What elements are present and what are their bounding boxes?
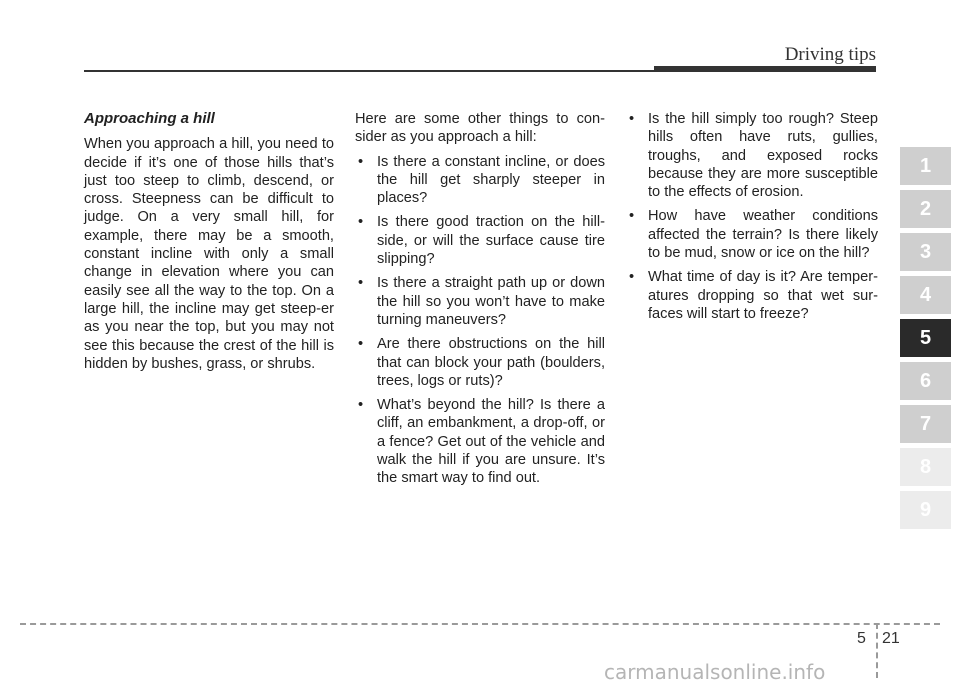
chapter-tabs xyxy=(900,147,951,534)
bullet-list xyxy=(626,110,878,323)
bullet-item: • Is the hill simply too rough? Steep hills often have ruts, gullies, troughs, and exposed rocks because they are more susceptible to the effects of erosion. xyxy=(626,110,878,201)
footer-rule xyxy=(20,623,940,625)
chapter-tab-2[interactable]: 2 xyxy=(900,190,951,228)
body-paragraph: When you approach a hill, you need to decide if it’s one of those hills that’s just too steep to climb, descend, or cross. Steepness can be difficult to judge. On a very small hill, for example, there may be a smooth, constant incline with only a small change in elevation where you can easily see all the way to the top. On a large hill, the incline may get steep-er as you near the top, but you may not see this because the crest of the hill is hidden by bushes, grass, or shrubs. xyxy=(84,136,334,372)
bullet-item: • What time of day is it? Are temper-atures dropping so that wet sur-faces will start to freeze? xyxy=(626,268,878,323)
chapter-tab-1[interactable]: 1 xyxy=(900,147,951,185)
header-rule xyxy=(84,70,654,72)
chapter-tab-7[interactable]: 7 xyxy=(900,405,951,443)
bullet-item: • How have weather conditions affected the terrain? Is there likely to be mud, snow or ice on the hill? xyxy=(626,207,878,262)
watermark: carmanualsonline.info xyxy=(604,660,826,684)
column-2 xyxy=(355,110,605,494)
chapter-tab-3[interactable]: 3 xyxy=(900,233,951,271)
bullet-item: • What’s beyond the hill? Is there a cliff, an embankment, a drop-off, or a fence? Get out of the vehicle and walk the hill if you are unsure. It’s the smart way to find out. xyxy=(355,396,605,487)
footer-divider xyxy=(876,623,878,678)
bullet-item: • Is there a constant incline, or does the hill get sharply steeper in places? xyxy=(355,153,605,208)
bullet-item: • Is there a straight path up or down the hill so you won’t have to make turning maneuvers? xyxy=(355,274,605,329)
bullet-list xyxy=(355,153,605,488)
chapter-tab-6[interactable]: 6 xyxy=(900,362,951,400)
chapter-tab-8[interactable]: 8 xyxy=(900,448,951,486)
header-rule-accent xyxy=(654,66,876,72)
intro-paragraph: Here are some other things to con-sider as you approach a hill: xyxy=(355,111,605,146)
subheading: Approaching a hill xyxy=(84,110,215,127)
footer-chapter-number: 5 xyxy=(857,630,866,647)
chapter-tab-4[interactable]: 4 xyxy=(900,276,951,314)
column-1 xyxy=(84,110,334,373)
bullet-item: • Are there obstructions on the hill that can block your path (boulders, trees, logs or ruts)? xyxy=(355,335,605,390)
footer-page-number: 21 xyxy=(882,630,900,647)
chapter-tab-9[interactable]: 9 xyxy=(900,491,951,529)
chapter-tab-5[interactable]: 5 xyxy=(900,319,951,357)
column-3 xyxy=(626,110,878,329)
section-title: Driving tips xyxy=(784,44,876,65)
bullet-item: • Is there good traction on the hill-side, or will the surface cause tire slipping? xyxy=(355,213,605,268)
